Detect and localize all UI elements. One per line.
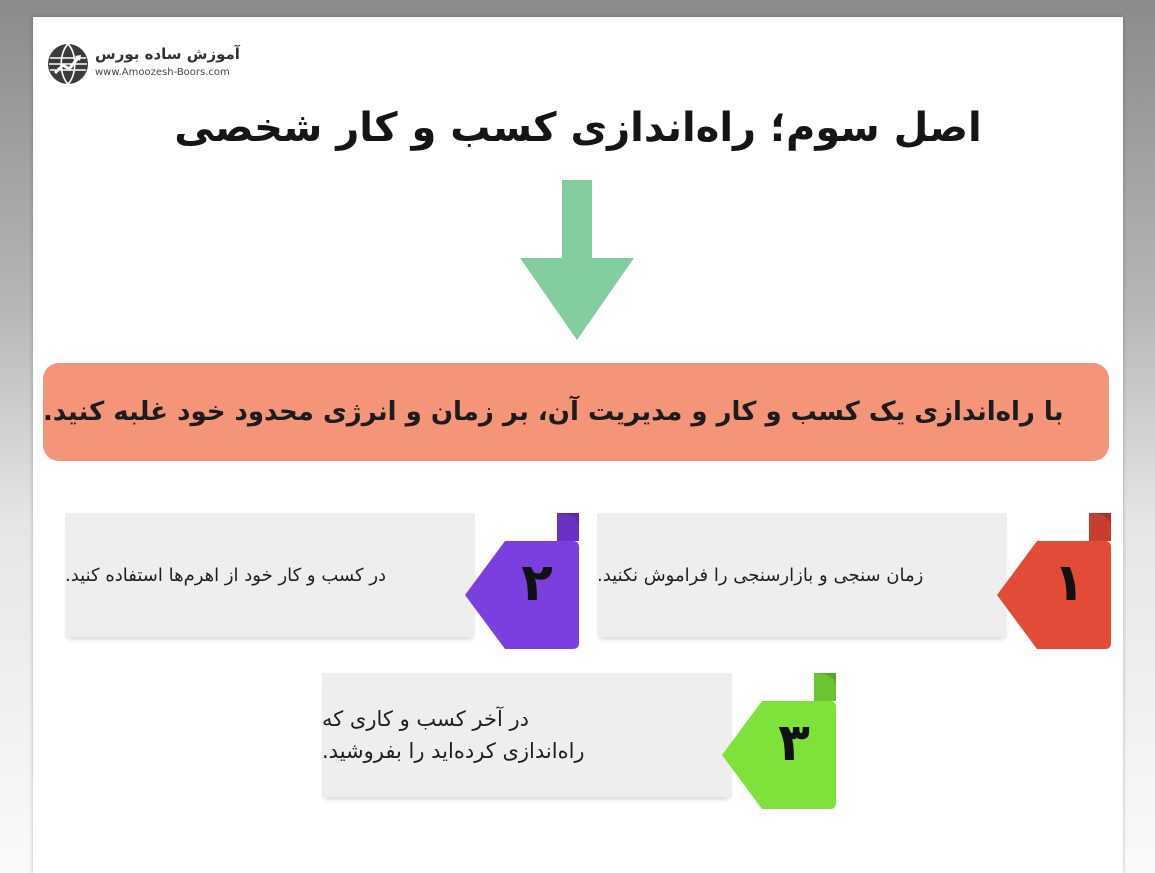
- step-card-1-body: [597, 513, 1007, 637]
- step-3-text-line2: راه‌اندازی کرده‌اید را بفروشید.: [322, 739, 585, 763]
- step-2-number: ۲: [521, 553, 553, 613]
- infographic-sheet: [33, 17, 1123, 873]
- summary-text: با راه‌اندازی یک کسب و کار و مدیریت آن، بر زمان و انرژی محدود خود غلبه کنید.: [43, 397, 1064, 427]
- down-arrow-icon: [520, 180, 634, 340]
- brand-url: www.Amoozesh-Boors.com: [95, 67, 230, 78]
- step-card-3-body: [322, 673, 732, 797]
- step-3-text-line1: در آخر کسب و کاری که: [322, 707, 529, 731]
- step-1-number: ۱: [1053, 553, 1085, 613]
- step-3-number: ۳: [778, 713, 810, 773]
- summary-banner: [43, 363, 1109, 461]
- page-title: اصل سوم؛ راه‌اندازی کسب و کار شخصی: [174, 105, 982, 151]
- brand-logo[interactable]: [47, 39, 240, 89]
- step-1-text: زمان سنجی و بازارسنجی را فراموش نکنید.: [597, 564, 924, 586]
- step-card-3: [322, 673, 836, 797]
- step-2-text: در کسب و کار خود از اهرم‌ها استفاده کنید.: [65, 564, 387, 586]
- step-card-2: [65, 513, 579, 637]
- globe-chart-icon: [47, 43, 89, 85]
- step-card-1: [597, 513, 1111, 637]
- step-card-2-body: [65, 513, 475, 637]
- brand-name: آموزش ساده بورس: [95, 45, 240, 63]
